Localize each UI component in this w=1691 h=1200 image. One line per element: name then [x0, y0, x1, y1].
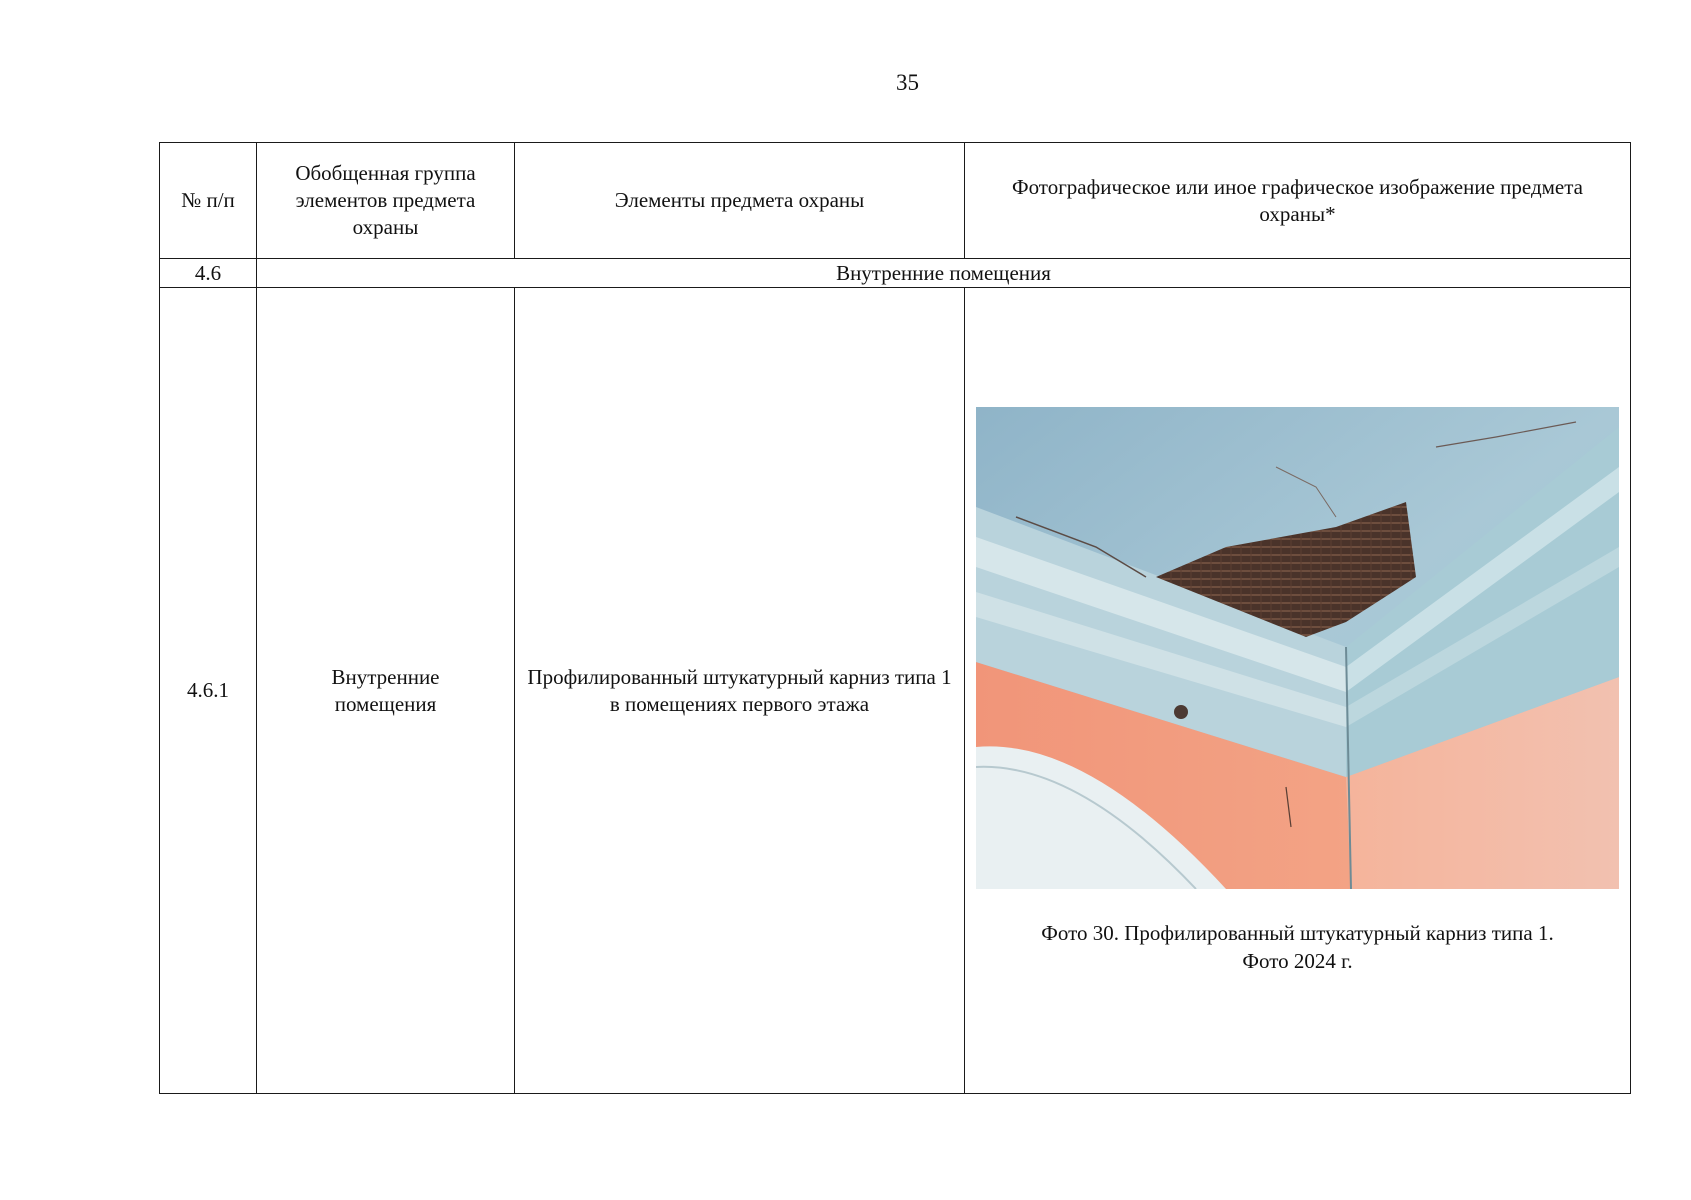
photo-wrap	[975, 407, 1620, 975]
row-photo-cell	[965, 288, 1631, 1094]
photo-caption-line1: Фото 30. Профилированный штукатурный карниз типа 1.	[1041, 920, 1554, 945]
section-number: 4.6	[160, 259, 257, 288]
photo-caption	[975, 919, 1620, 975]
protection-elements-table	[159, 142, 1631, 1094]
photo-caption-line2: Фото 2024 г.	[1242, 948, 1353, 973]
section-title: Внутренние помещения	[257, 259, 1631, 288]
header-elements: Элементы предмета охраны	[515, 143, 965, 259]
header-image: Фотографическое или иное графическое изображение предмета охраны*	[965, 143, 1631, 259]
section-row	[160, 259, 1631, 288]
cornice-photo	[976, 407, 1619, 889]
table-row	[160, 288, 1631, 1094]
header-group: Обобщенная группа элементов предмета охраны	[257, 143, 515, 259]
table-header-row	[160, 143, 1631, 259]
row-number: 4.6.1	[160, 288, 257, 1094]
header-number: № п/п	[160, 143, 257, 259]
row-element: Профилированный штукатурный карниз типа 1 в помещениях первого этажа	[515, 288, 965, 1094]
page-number: 35	[896, 70, 919, 95]
row-group: Внутренние помещения	[257, 288, 515, 1094]
